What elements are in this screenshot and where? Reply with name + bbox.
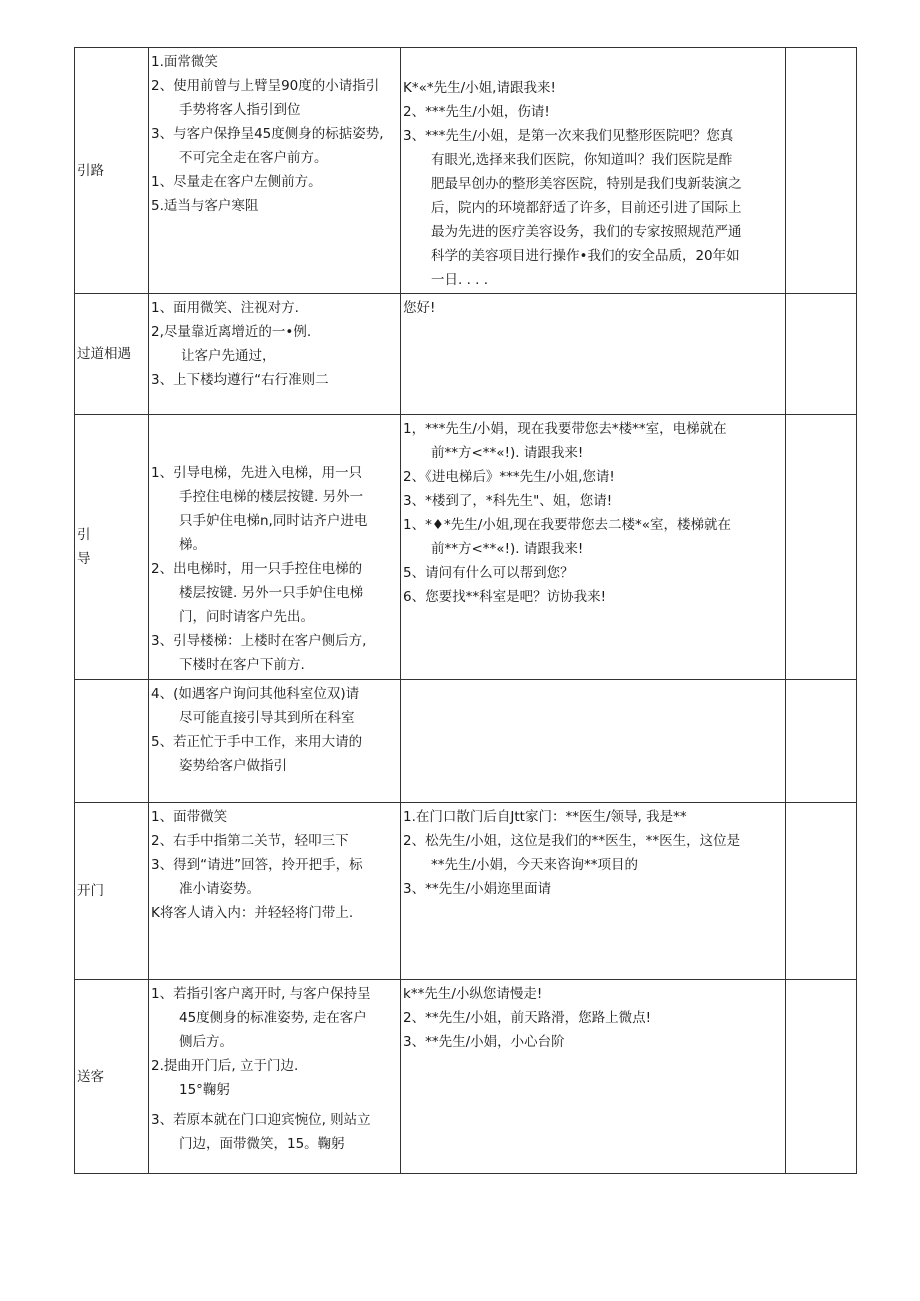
action-line: 2.提曲开门后, 立于门边. — [151, 1058, 299, 1074]
action-line: 15°鞠躬 — [179, 1082, 230, 1098]
action-line: 1、面带微笑 — [151, 809, 228, 825]
table-row-seeing-off — [75, 980, 857, 1174]
action-line: 侧后方。 — [179, 1034, 233, 1050]
action-line: 梯。 — [179, 537, 206, 553]
action-line: 3、与客户保挣呈45度侧身的标掂姿势, — [151, 126, 384, 142]
action-line: 门，问时请客户先出。 — [179, 609, 314, 625]
actions-cell — [149, 294, 401, 415]
speech-line: 最为先进的医疗美容设务，我们的专家按照规范严通 — [431, 224, 742, 240]
action-line: 1.面常微笑 — [151, 54, 218, 70]
action-line: 45度侧身的标准姿势, 走在客户 — [179, 1010, 367, 1026]
action-line: 2、使用前曾与上臂呈90度的小请指引 — [151, 78, 380, 94]
speech-line: 1.在门口散门后自Jtt家门：**医生/领导, 我是** — [403, 809, 687, 825]
table-row-guiding-continued — [75, 680, 857, 803]
action-line: 3、引导楼梯：上楼时在客户侧后方, — [151, 633, 367, 649]
actions-cell — [149, 415, 401, 680]
category-label: 引 — [77, 527, 91, 543]
speech-line: 后，院内的环境都舒适了许多，目前还引进了国际上 — [431, 200, 742, 216]
speech-line: 有眼光,选择来我们医院，你知道叫？我们医院是酢 — [431, 152, 733, 168]
action-line: 2,尽量靠近离增近的一•例. — [151, 324, 312, 340]
action-line: 姿势给客户做指引 — [179, 758, 287, 774]
actions-cell — [149, 680, 401, 803]
empty-cell — [786, 803, 857, 980]
table-row-leading-way — [75, 48, 857, 294]
action-line: 准小请姿势。 — [179, 881, 260, 897]
table-row-opening-door — [75, 803, 857, 980]
action-line: 2、出电梯时，用一只手控住电梯的 — [151, 561, 363, 577]
speech-line: 肥最早创办的整形美容医院，特别是我们曳新装演之 — [431, 176, 742, 192]
speech-line: 3、**先生/小娟，小心台阶 — [403, 1034, 565, 1050]
speech-cell — [401, 803, 786, 980]
category-label: 送客 — [77, 1068, 104, 1085]
speech-line: 一日. . . . — [431, 272, 489, 288]
speech-line: **先生/小娟，今天来咨询**项目的 — [431, 857, 639, 873]
action-line: 让客户先通过， — [181, 348, 276, 364]
speech-line: 3、***先生/小姐，是第一次来我们见整形医院吧？您真 — [403, 128, 734, 144]
action-line: 门边，面带微笑，15。鞠躬 — [179, 1136, 345, 1152]
action-line: 2、右手中指第二关节，轻叩三下 — [151, 833, 349, 849]
actions-cell — [149, 48, 401, 294]
action-line: K将客人请入内：并轻轻将门带上. — [151, 905, 354, 921]
action-line: 只手妒住电梯n,同时诂齐户进电 — [179, 513, 368, 529]
speech-line: 2、***先生/小姐，伤请! — [403, 104, 550, 120]
action-line: 尽可能直接引导其到所在科室 — [179, 710, 355, 726]
action-line: 1、面用微笑、注视对方. — [151, 300, 299, 316]
actions-cell — [149, 803, 401, 980]
speech-cell — [401, 48, 786, 294]
empty-cell — [786, 415, 857, 680]
action-line: 手控住电梯的楼层按键. 另外一 — [179, 489, 364, 505]
speech-line: 6、您要找**科室是吧？访协我来! — [403, 589, 607, 605]
table-row-guiding — [75, 415, 857, 680]
action-line: 1、尽量走在客户左侧前方。 — [151, 174, 322, 190]
speech-line: 1、*♦*先生/小姐,现在我要带您去二楼*«室，楼梯就在 — [403, 517, 732, 533]
speech-line: 3、*楼到了，*科先生"、姐，您请! — [403, 493, 613, 509]
action-line: 3、若原本就在门口迎宾惋位, 则站立 — [151, 1112, 371, 1128]
category-label: 过道相遇 — [77, 346, 131, 362]
category-cell — [75, 294, 149, 415]
action-line: 5、若正忙于手中工作，来用大请的 — [151, 734, 363, 750]
empty-cell — [786, 680, 857, 803]
category-label: 导 — [77, 551, 91, 567]
speech-line: 1，***先生/小娟，现在我要带您去*楼**室，电梯就在 — [403, 421, 727, 437]
actions-cell — [149, 980, 401, 1174]
category-cell — [75, 680, 149, 803]
speech-line: 2、松先生/小姐，这位是我们的**医生，**医生，这位是 — [403, 833, 741, 849]
speech-line: 科学的美容项目进行操作•我们的安全品质，20年如 — [431, 248, 740, 264]
speech-cell — [401, 415, 786, 680]
speech-line: K*«*先生/小姐,请跟我来! — [403, 80, 556, 96]
action-line: 4、(如遇客户询问其他科室位双)请 — [151, 686, 360, 702]
action-line: 下楼时在客户下前方. — [179, 657, 305, 673]
speech-line: 前**方<**«!). 请跟我来! — [431, 445, 584, 461]
category-cell — [75, 415, 149, 680]
action-line: 5.适当与客户寒阻 — [151, 198, 259, 214]
category-label: 开门 — [77, 883, 104, 899]
service-procedure-table — [74, 47, 857, 1174]
table-row-corridor-meeting — [75, 294, 857, 415]
empty-cell — [786, 48, 857, 294]
speech-line: k**先生/小纵您请慢走! — [403, 986, 543, 1002]
speech-line: 3、**先生/小娟迩里面请 — [403, 881, 552, 897]
category-cell — [75, 803, 149, 980]
speech-line: 2、**先生/小姐，前天路滑，您路上微点! — [403, 1010, 652, 1026]
action-line: 1、引导电梯，先进入电梯，用一只 — [151, 465, 363, 481]
action-line: 3、上下楼均遵行“右行准则二 — [151, 372, 329, 388]
action-line: 3、得到“请进”回答，拎开把手，标 — [151, 857, 363, 873]
category-cell — [75, 980, 149, 1174]
speech-line: 您好! — [403, 300, 436, 316]
speech-line: 2、《进电梯后》***先生/小姐,您请! — [403, 469, 615, 485]
action-line: 1、若指引客户离开时, 与客户保持呈 — [151, 986, 371, 1002]
speech-cell — [401, 294, 786, 415]
speech-line: 5、请问有什么可以帮到您？ — [403, 565, 574, 581]
category-label: 引路 — [77, 162, 104, 179]
empty-cell — [786, 980, 857, 1174]
action-line: 手势将客人指引到位 — [179, 102, 301, 118]
action-line: 楼层按键. 另外一只手妒住电梯 — [179, 585, 364, 601]
category-cell — [75, 48, 149, 294]
speech-line: 前**方<**«!). 请跟我来! — [431, 541, 584, 557]
speech-cell — [401, 980, 786, 1174]
action-line: 不可完全走在客户前方。 — [179, 150, 328, 166]
empty-cell — [786, 294, 857, 415]
speech-cell — [401, 680, 786, 803]
